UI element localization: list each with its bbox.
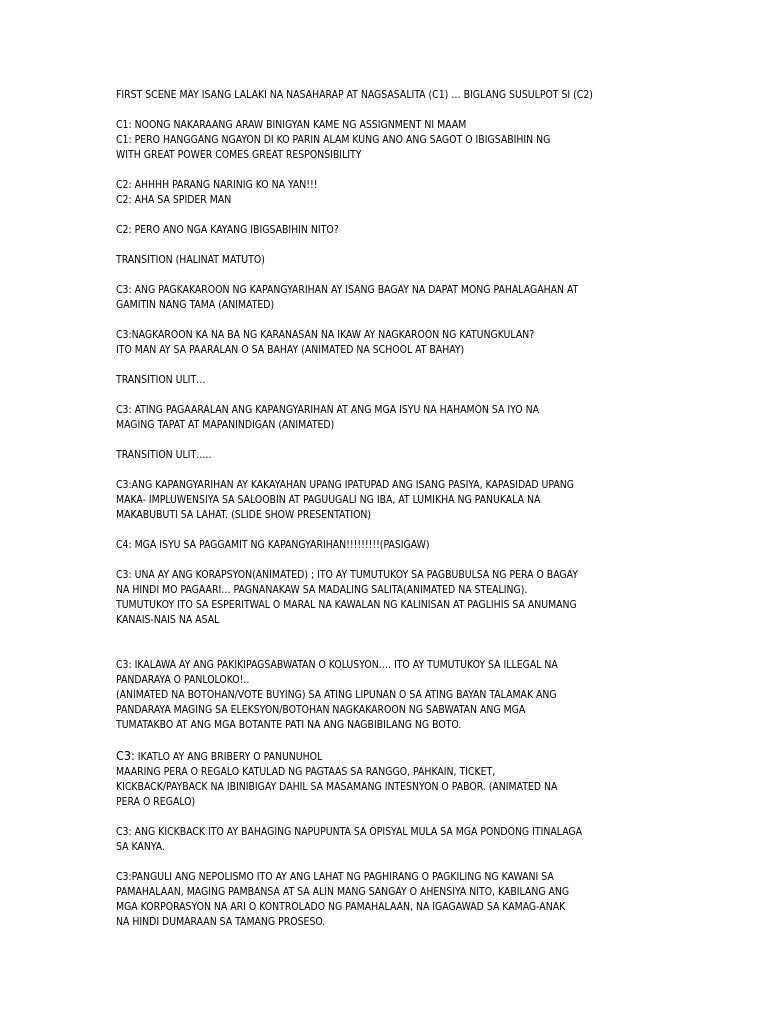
script-paragraph bbox=[116, 748, 661, 810]
text-line: MAGING TAPAT AT MAPANINDIGAN (ANIMATED) bbox=[116, 419, 335, 431]
script-paragraph bbox=[116, 403, 661, 433]
text-line: TRANSITION ULIT… bbox=[116, 374, 206, 386]
script-paragraph bbox=[116, 870, 661, 930]
text-line: PERA O REGALO) bbox=[116, 796, 196, 808]
text-line: PANDARAYA O PANLOLOKO!.. bbox=[116, 674, 250, 686]
text-line: C3:NAGKAROON KA NA BA NG KARANASAN NA IKAW AY NAGKAROON NG KATUNGKULAN? bbox=[116, 329, 535, 341]
script-paragraph bbox=[116, 88, 661, 103]
script-paragraph bbox=[116, 538, 661, 553]
text-line: PAMAHALAAN, MAGING PAMBANSA AT SA ALIN MANG SANGAY O AHENSIYA NITO, KABILANG ANG bbox=[116, 886, 570, 898]
text-line: MAKABUBUTI SA LAHAT. (SLIDE SHOW PRESENTATION) bbox=[116, 509, 372, 521]
text-line: KANAIS-NAIS NA ASAL bbox=[116, 614, 220, 626]
paragraph-heading-text: IKATLO AY ANG BRIBERY O PANUNUHOL bbox=[134, 751, 323, 763]
blank-line bbox=[116, 643, 661, 658]
speaker-label: C3: bbox=[116, 748, 135, 763]
text-line: KICKBACK/PAYBACK NA IBINIBIGAY DAHIL SA MASAMANG INTESNYON O PABOR. (ANIMATED NA bbox=[116, 781, 558, 793]
text-line: C3:PANGULI ANG NEPOLISMO ITO AY ANG LAHAT NG PAGHIRANG O PAGKILING NG KAWANI SA bbox=[116, 871, 554, 883]
text-line: C2: PERO ANO NGA KAYANG IBIGSABIHIN NITO? bbox=[116, 224, 339, 236]
text-line: C3: ANG PAGKAKAROON NG KAPANGYARIHAN AY ISANG BAGAY NA DAPAT MONG PAHALAGAHAN AT bbox=[116, 284, 579, 296]
text-line: MAARING PERA O REGALO KATULAD NG PAGTAAS SA RANGGO, PAHKAIN, TICKET, bbox=[116, 766, 496, 778]
script-paragraph bbox=[116, 658, 661, 733]
script-paragraph bbox=[116, 223, 661, 238]
text-line: ITO MAN AY SA PAARALAN O SA BAHAY (ANIMATED NA SCHOOL AT BAHAY) bbox=[116, 344, 465, 356]
text-line: C3:ANG KAPANGYARIHAN AY KAKAYAHAN UPANG IPATUPAD ANG ISANG PASIYA, KAPASIDAD UPANG bbox=[116, 479, 574, 491]
text-line: MGA KORPORASYON NA ARI O KONTROLADO NG PAMAHALAAN, NA IGAGAWAD SA KAMAG-ANAK bbox=[116, 901, 566, 913]
text-line: C4: MGA ISYU SA PAGGAMIT NG KAPANGYARIHAN!!!!!!!!!(PASIGAW) bbox=[116, 539, 430, 551]
script-paragraph bbox=[116, 478, 661, 523]
script-paragraph bbox=[116, 118, 661, 163]
paragraph-heading-line bbox=[116, 748, 661, 765]
text-line: TUMATAKBO AT ANG MGA BOTANTE PATI NA ANG NAGBIBILANG NG BOTO. bbox=[116, 719, 462, 731]
text-line: GAMITIN NANG TAMA (ANIMATED) bbox=[116, 299, 275, 311]
text-line: TRANSITION ULIT….. bbox=[116, 449, 212, 461]
text-line: MAKA- IMPLUWENSIYA SA SALOOBIN AT PAGUUGALI NG IBA, AT LUMIKHA NG PANUKALA NA bbox=[116, 494, 541, 506]
script-paragraph bbox=[116, 373, 661, 388]
document-body bbox=[116, 88, 661, 945]
text-line: C2: AHHHH PARANG NARINIG KO NA YAN!!! bbox=[116, 179, 318, 191]
text-line: (ANIMATED NA BOTOHAN/VOTE BUYING) SA ATING LIPUNAN O SA ATING BAYAN TALAMAK ANG bbox=[116, 689, 557, 701]
script-paragraph bbox=[116, 178, 661, 208]
text-line: FIRST SCENE MAY ISANG LALAKI NA NASAHARAP AT NAGSASALITA (C1) … BIGLANG SUSULPOT SI (C2) bbox=[116, 89, 593, 101]
script-paragraph bbox=[116, 328, 661, 358]
text-line: TRANSITION (HALINAT MATUTO) bbox=[116, 254, 265, 266]
text-line: WITH GREAT POWER COMES GREAT RESPONSIBILITY bbox=[116, 149, 362, 161]
script-paragraph bbox=[116, 253, 661, 268]
text-line: C2: AHA SA SPIDER MAN bbox=[116, 194, 232, 206]
text-line: C1: PERO HANGGANG NGAYON DI KO PARIN ALAM KUNG ANO ANG SAGOT O IBIGSABIHIN NG bbox=[116, 134, 551, 146]
text-line: C1: NOONG NAKARAANG ARAW BINIGYAN KAME NG ASSIGNMENT NI MAAM bbox=[116, 119, 467, 131]
text-line: NA HINDI MO PAGAARI… PAGNANAKAW SA MADALING SALITA(ANIMATED NA STEALING). bbox=[116, 584, 528, 596]
script-paragraph bbox=[116, 568, 661, 628]
text-line: C3: ANG KICKBACK ITO AY BAHAGING NAPUPUNTA SA OPISYAL MULA SA MGA PONDONG ITINALAGA bbox=[116, 826, 583, 838]
script-paragraph bbox=[116, 283, 661, 313]
script-paragraph bbox=[116, 825, 661, 855]
text-line: C3: IKALAWA AY ANG PAKIKIPAGSABWATAN O KOLUSYON…. ITO AY TUMUTUKOY SA ILLEGAL NA bbox=[116, 659, 558, 671]
text-line: PANDARAYA MAGING SA ELEKSYON/BOTOHAN NAGKAKAROON NG SABWATAN ANG MGA bbox=[116, 704, 526, 716]
script-paragraph bbox=[116, 448, 661, 463]
text-line: TUMUTUKOY ITO SA ESPERITWAL O MARAL NA KAWALAN NG KALINISAN AT PAGLIHIS SA ANUMANG bbox=[116, 599, 577, 611]
text-line: SA KANYA. bbox=[116, 841, 165, 853]
text-line: C3: ATING PAGAARALAN ANG KAPANGYARIHAN AT ANG MGA ISYU NA HAHAMON SA IYO NA bbox=[116, 404, 539, 416]
text-line: NA HINDI DUMARAAN SA TAMANG PROSESO. bbox=[116, 916, 326, 928]
text-line: C3: UNA AY ANG KORAPSYON(ANIMATED) ; ITO AY TUMUTUKOY SA PAGBUBULSA NG PERA O BAGAY bbox=[116, 569, 578, 581]
